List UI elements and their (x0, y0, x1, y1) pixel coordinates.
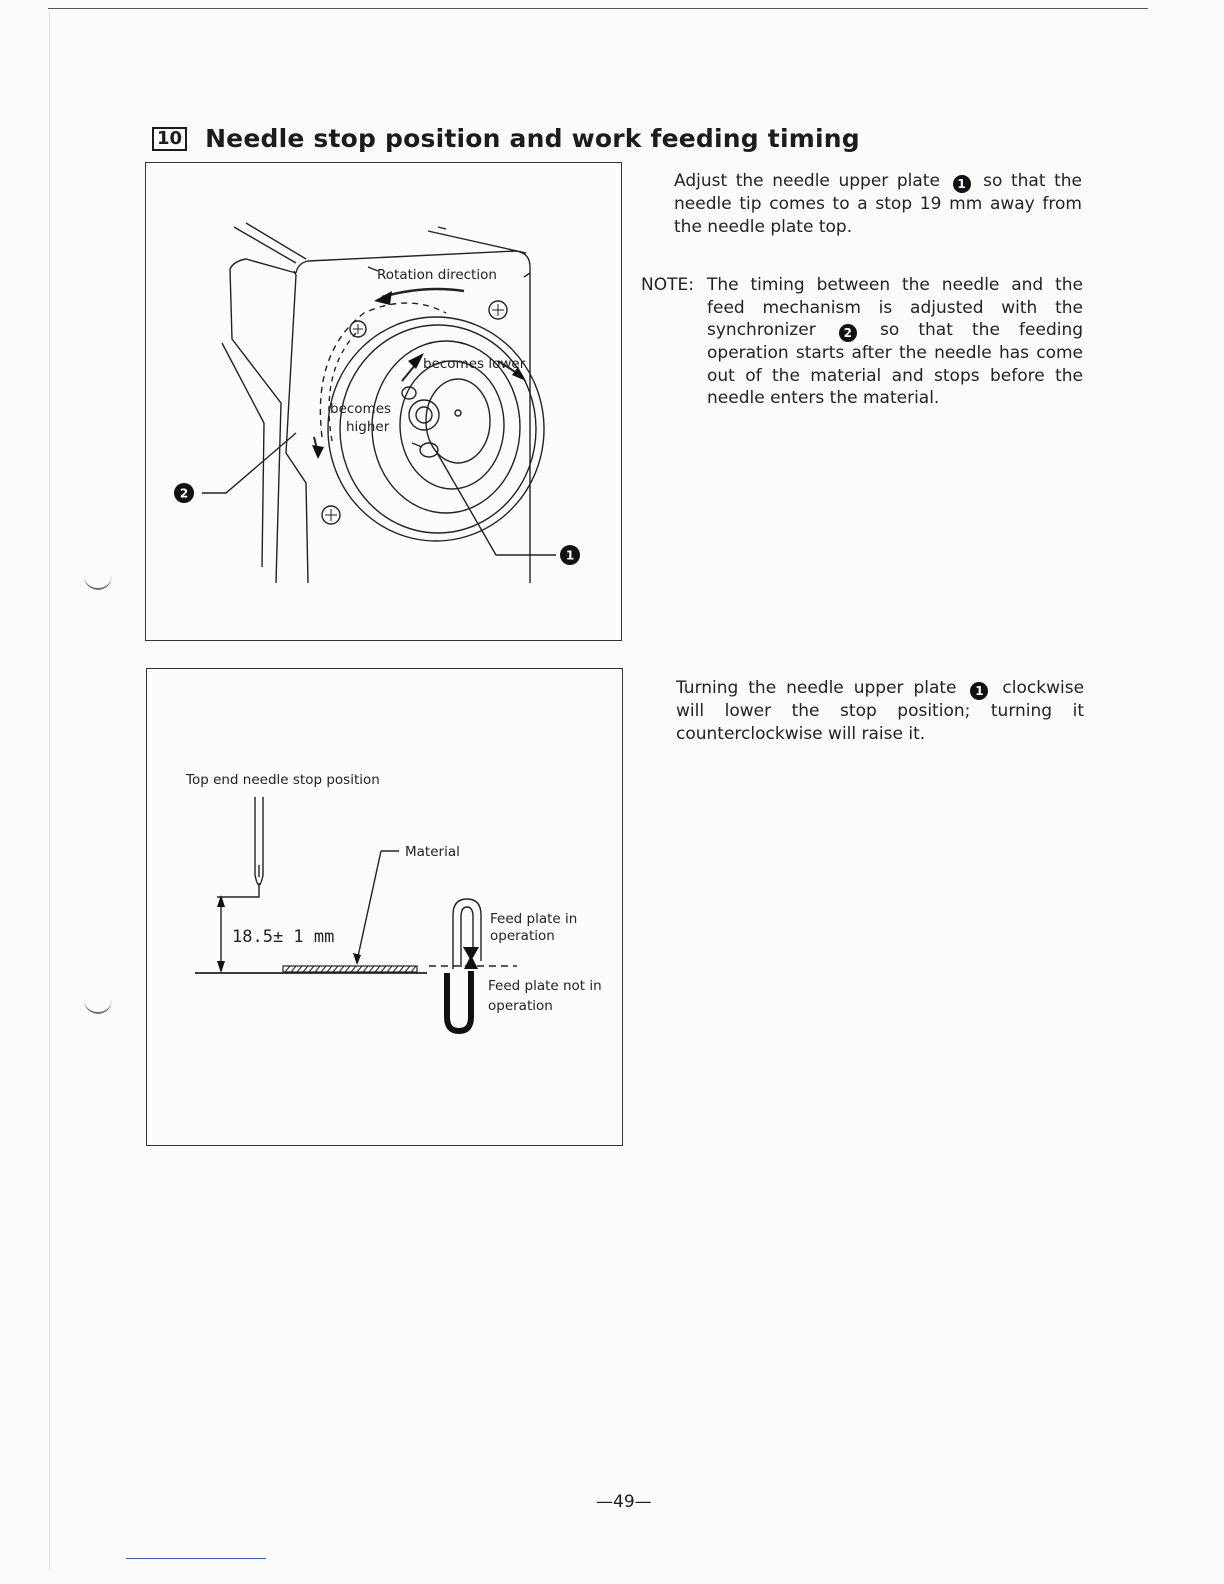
turning-text-end: clockwise will lower the stop position; turning it counterclockwise will raise it. (676, 678, 1085, 744)
figure-needle-stop-diagram (146, 668, 623, 1146)
adjust-text-end: so that the needle tip comes to a stop 19 mm away from the needle plate top. (674, 171, 1082, 237)
top-end-needle-stop-label: Top end needle stop position (186, 772, 380, 788)
feed-plate-not-in-operation-label-line2: operation (488, 998, 553, 1014)
note-text-start: The timing between the needle and the feed mechanism is adjusted with the synchronizer (707, 275, 1083, 340)
feed-plate-in-operation-label-line1: Feed plate in (490, 911, 578, 927)
becomes-lower-label: becomes lower (423, 356, 526, 372)
section-title: Needle stop position and work feeding timing (205, 124, 860, 153)
figure-synchronizer-diagram (145, 162, 622, 641)
part-1-marker: 1 (953, 175, 971, 193)
feed-plate-not-in-operation-path (447, 971, 471, 1031)
callout-1-label: 1 (565, 548, 575, 563)
material-label: Material (405, 844, 460, 860)
adjust-paragraph (674, 170, 1082, 238)
section-header (152, 124, 860, 153)
page-number: —49— (596, 1492, 652, 1512)
binder-hole-mark (84, 998, 112, 1014)
rotation-direction-label: Rotation direction (377, 267, 497, 283)
synchronizer-illustration (146, 163, 621, 640)
note-text-end: so that the feeding operation starts after the needle has come out of the material and stops before the needle enters the material. (707, 320, 1084, 408)
feed-plate-in-operation-label-line2: operation (490, 928, 555, 944)
becomes-higher-label-line1: becomes (330, 401, 392, 417)
feed-plate-not-in-operation-label-line1: Feed plate not in (488, 978, 602, 994)
note-label: NOTE: (641, 275, 694, 295)
becomes-higher-label-line2: higher (346, 419, 390, 435)
part-1-marker: 1 (970, 682, 988, 700)
part-2-marker: 2 (839, 324, 857, 342)
note-paragraph (641, 274, 1083, 410)
turning-paragraph (676, 677, 1084, 745)
bottom-edge-mark (126, 1558, 266, 1559)
callout-2-label: 2 (179, 486, 189, 501)
dimension-label: 18.5± 1 mm (232, 927, 335, 947)
adjust-text-start: Adjust the needle upper plate (674, 171, 940, 191)
turning-text-start: Turning the needle upper plate (676, 678, 957, 698)
left-margin-rule (49, 10, 50, 1570)
top-rule (48, 8, 1148, 9)
needle-stop-illustration (147, 669, 622, 1145)
note-body (707, 274, 1083, 410)
section-number: 10 (152, 127, 187, 151)
binder-hole-mark (84, 574, 112, 590)
